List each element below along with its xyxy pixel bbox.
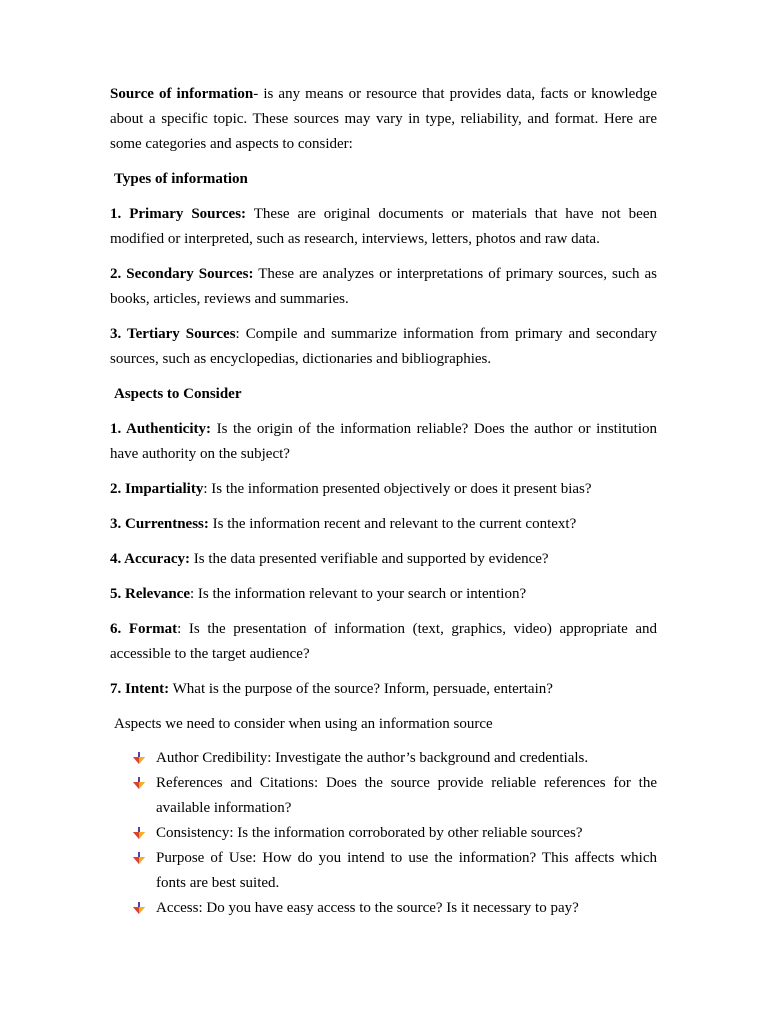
aspect-item-label: 5. Relevance [110,586,190,602]
usage-heading: Aspects we need to consider when using an information source [114,716,493,732]
aspect-item-text: : Is the information presented objectively or does it present bias? [203,481,592,497]
aspect-item-text: Is the origin of the information reliable? Does the author or institution have authority on the subject? [110,421,657,462]
type-item-text: These are analyzes or interpretations of primary sources, such as books, articles, reviews and summaries. [110,266,657,307]
aspect-item [110,617,657,667]
type-item [110,322,657,372]
intro-paragraph [110,82,657,157]
aspect-item-text: : Is the information relevant to your search or intention? [189,586,527,602]
usage-bullet-text: Consistency: Is the information corroborated by other reliable sources? [156,825,583,841]
aspect-item-text: Is the information recent and relevant to the current context? [208,516,577,532]
document-page [110,82,657,921]
arrow-down-bullet-icon [133,902,145,914]
aspect-item [110,547,657,572]
usage-bullet-text: Access: Do you have easy access to the source? Is it necessary to pay? [156,900,579,916]
aspect-item-text: : Is the presentation of information (text, graphics, video) appropriate and accessible to the target audience? [110,621,658,662]
arrow-down-bullet-icon [133,827,145,839]
aspect-item-label: 3. Currentness: [110,516,209,532]
type-item [110,202,657,252]
list-item [156,846,657,896]
list-item [156,746,657,771]
intro-text: - is any means or resource that provides data, facts or knowledge about a specific topic. These sources may vary in type, reliability, and format. Here are some categories and aspects to consider: [110,86,657,152]
aspects-heading: Aspects to Consider [114,386,242,402]
type-item-text: These are original documents or materials that have not been modified or interpreted, such as research, interviews, letters, photos and raw data. [110,206,657,247]
type-item-label: 1. Primary Sources: [110,206,247,222]
list-item [156,771,657,821]
arrow-down-bullet-icon [133,777,145,789]
type-item-label: 2. Secondary Sources: [110,266,254,282]
type-item-text: : Compile and summarize information from primary and secondary sources, such as encyclopedias, dictionaries and bibliographies. [110,326,657,367]
arrow-down-bullet-icon [133,852,145,864]
aspect-item [110,512,657,537]
aspect-item-label: 2. Impartiality [110,481,204,497]
aspect-item [110,477,657,502]
aspect-item [110,677,657,702]
usage-bullet-text: Purpose of Use: How do you intend to use the information? This affects which fonts are best suited. [156,850,657,891]
aspect-item-text: Is the data presented verifiable and supported by evidence? [189,551,549,567]
types-heading: Types of information [114,171,248,187]
aspect-item-text: What is the purpose of the source? Inform, persuade, entertain? [169,681,553,697]
aspect-item [110,417,657,467]
list-item [156,896,657,921]
usage-bullet-text: Author Credibility: Investigate the author’s background and credentials. [156,750,589,766]
arrow-down-bullet-icon [133,752,145,764]
type-item [110,262,657,312]
aspect-item [110,582,657,607]
list-item [156,821,657,846]
usage-bullet-text: References and Citations: Does the source provide reliable references for the available information? [156,775,657,816]
intro-term: Source of information [110,86,254,102]
aspect-item-label: 1. Authenticity: [110,421,211,437]
type-item-label: 3. Tertiary Sources [110,326,236,342]
aspect-item-label: 7. Intent: [110,681,170,697]
usage-bullet-list [110,746,657,921]
aspect-item-label: 4. Accuracy: [110,551,190,567]
aspect-item-label: 6. Format [110,621,178,637]
